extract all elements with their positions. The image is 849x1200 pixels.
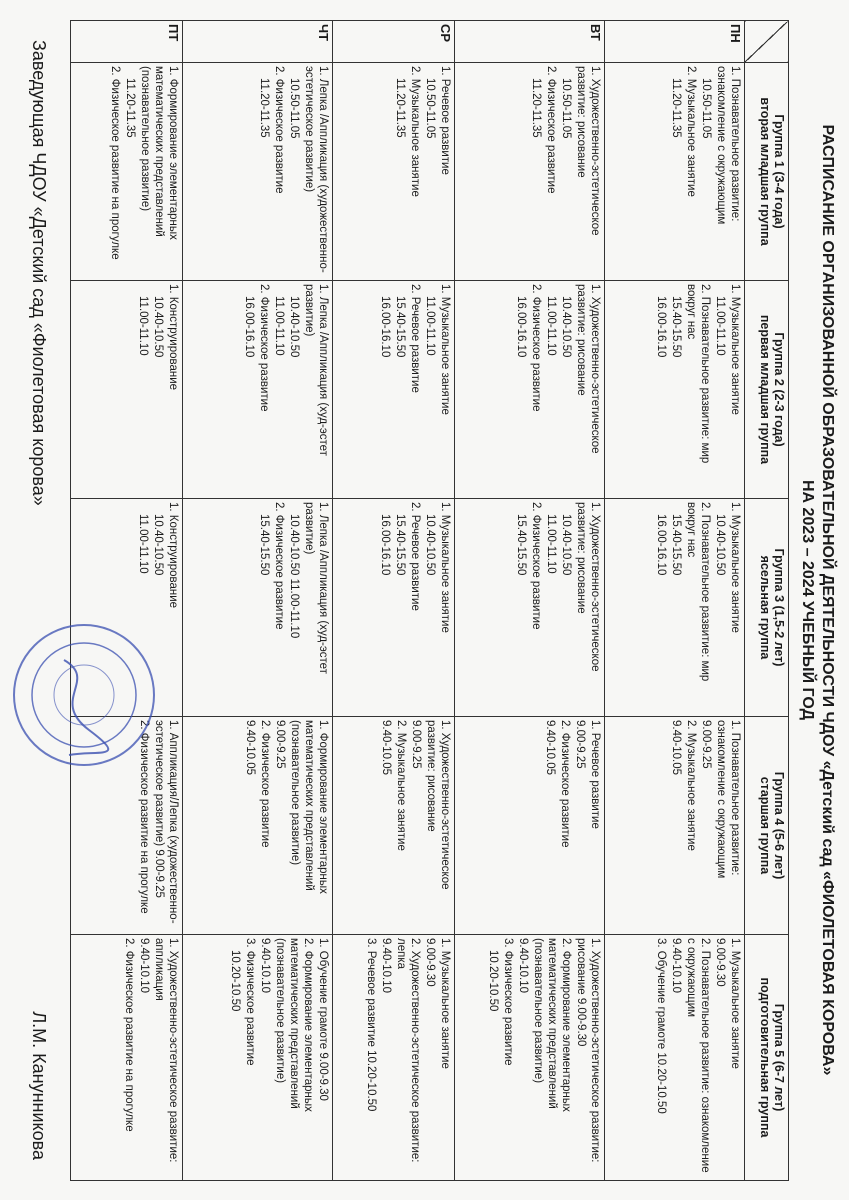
signatory-position: Заведующая ЧДОУ «Детский сад «Фиолетовая корова» — [29, 40, 49, 506]
activity-time: 11.20-11.35 — [670, 78, 682, 138]
activity-time: 10.40-10.50 — [560, 514, 572, 576]
activity-name: 2. Музыкальное занятие — [409, 66, 421, 197]
group-1-header: Группа 1 (3-4 года) вторая младшая группа — [745, 63, 789, 281]
activity-name: 2. Физическое развитие — [559, 720, 571, 848]
activity-time: 11.20-11.35 — [530, 78, 542, 138]
activity-name: 3. Физическое развитие — [502, 938, 514, 1066]
activity-name: 2. Физическое развитие на прогулке — [138, 720, 150, 914]
activity-time: 10.40-10.50 — [152, 296, 164, 358]
activity-time: 11.00-11.10 — [137, 296, 149, 356]
activity-time: 10.40-10.50 — [424, 514, 436, 576]
activity-time: 11.00-11.10 — [545, 514, 557, 574]
activity-name: 1. Лепка /Аппликация (худ-эстет развитие) — [303, 284, 329, 456]
activity-name: 1. Познавательное развитие: ознакомление с окружающим — [715, 66, 741, 225]
day-row — [605, 21, 745, 1181]
activity-time: 10.50-11.05 — [560, 78, 572, 139]
activity-time: 15.40-15.50 — [670, 514, 682, 576]
schedule-cell — [333, 63, 455, 281]
activity-name: 1. Художественно-эстетическое развитие: рисование — [575, 66, 601, 236]
group-5-header: Группа 5 (6-7 лет) подготовительная группа — [745, 935, 789, 1181]
activity-time: 16.00-16.10 — [655, 296, 667, 358]
group-3-header: Группа 3 (1,5-2 лет) ясельная группа — [745, 499, 789, 717]
activity-name: 2. Физическое развитие — [259, 720, 271, 848]
activity-time: 16.00-16.10 — [379, 514, 391, 576]
schedule-cell — [455, 63, 605, 281]
activity-time: 11.00-11.10 — [137, 514, 149, 574]
activity-name: 9.40-10.10 — [517, 938, 529, 993]
schedule-cell — [333, 717, 455, 935]
day-row — [71, 21, 183, 1181]
schedule-cell — [455, 499, 605, 717]
activity-time: 16.00-16.10 — [515, 296, 527, 358]
activity-time: 11.00-11.10 — [273, 296, 285, 356]
signatory-name: Л.М. Канунникова — [29, 1011, 49, 1160]
activity-name: 1. Формирование элементарных математических представлений (познавательное развитие) — [289, 720, 329, 894]
activity-name: 3. Обучение грамоте 10.20-10.50 — [655, 938, 667, 1114]
activity-name: 9.40-10.10 — [380, 938, 392, 993]
schedule-cell — [183, 935, 333, 1181]
schedule-cell — [605, 499, 745, 717]
activity-time: 10.40-10.50 — [288, 296, 300, 358]
activity-time: 15.40-15.50 — [515, 514, 527, 576]
activity-name: 1. Речевое развитие — [439, 66, 451, 175]
activity-name: 2. Физическое развитие — [273, 66, 285, 194]
activity-time: 10.50-11.05 — [700, 78, 712, 139]
activity-name: 1. Музыкальное занятие — [729, 502, 741, 633]
activity-time: 11.20-11.35 — [394, 78, 406, 138]
activity-time: 10.40-10.50 — [714, 514, 726, 576]
activity-name: 3. Физическое развитие — [244, 938, 256, 1066]
activity-name: 2. Речевое развитие — [409, 502, 421, 611]
activity-name: 9.40-10.10 — [670, 938, 682, 993]
activity-time: 10.50-11.05 — [288, 78, 300, 139]
activity-time: 15.40-15.50 — [258, 514, 270, 576]
activity-name: 2. Музыкальное занятие — [685, 66, 697, 197]
activity-name: 1. Речевое развитие — [589, 720, 601, 829]
schedule-cell — [183, 499, 333, 717]
activity-name: 1. Лепка /Аппликация (художественно-эстетическое развитие) — [303, 66, 329, 273]
activity-name: 1. Художественно-эстетическое развитие: рисование — [575, 502, 601, 672]
activity-name: 9.40-10.05 — [670, 720, 682, 775]
activity-name: 2. Физическое развитие на прогулке — [109, 66, 121, 260]
day-label: ПН — [605, 21, 745, 63]
title-line-2: НА 2023 – 2024 УЧЕБНЫЙ ГОД — [799, 480, 816, 720]
group-2-header: Группа 2 (2-3 года) первая младшая группа — [745, 281, 789, 499]
activity-name: 2. Художественно-эстетическое развитие: лепка — [395, 938, 421, 1163]
activity-name: 2. Физическое развитие — [273, 502, 285, 630]
activity-name: 2. Физическое развитие — [545, 66, 557, 194]
schedule-cell — [605, 281, 745, 499]
group-4-header: Группа 4 (5-6 лет) старшая группа — [745, 717, 789, 935]
activity-name: 9.00-9.25 — [410, 720, 422, 769]
corner-cell — [745, 21, 789, 63]
activity-name: 3. Речевое развитие 10.20-10.50 — [365, 938, 377, 1112]
activity-time: 10.40-10.50 — [560, 296, 572, 358]
activity-name: 9.40-10.05 — [380, 720, 392, 775]
activity-time: 10.50-11.05 — [424, 78, 436, 139]
activity-name: 1. Лепка /Аппликация (худ-эстет развитие) — [303, 502, 329, 674]
activity-name: 1. Конструирование — [167, 284, 179, 391]
activity-name: 1. Художественно-эстетическое развитие: рисование — [575, 284, 601, 454]
activity-time: 15.40-15.50 — [670, 296, 682, 358]
activity-time: 11.00-11.10 — [424, 296, 436, 356]
activity-name: 2. Физическое развитие — [530, 284, 542, 412]
activity-time: 11.20-11.35 — [124, 78, 136, 138]
activity-name: 1. Художественно-эстетическое развитие: рисование 9.00-9.30 — [575, 938, 601, 1163]
schedule-table — [70, 20, 789, 1181]
activity-name: 1. Формирование элементарных математических представлений (познавательное развитие) — [139, 66, 179, 240]
activity-time: 11.00-11.10 — [714, 296, 726, 356]
activity-name: 2. Физическое развитие — [530, 502, 542, 630]
activity-name: 1. Обучение грамоте 9.00-9.30 — [317, 938, 329, 1101]
activity-name: 1. Художественно-эстетическое развитие: аппликация — [153, 938, 179, 1163]
activity-time: 11.00-11.10 — [545, 296, 557, 356]
schedule-cell — [333, 935, 455, 1181]
activity-name: 9.00-9.30 — [424, 938, 436, 987]
day-row — [333, 21, 455, 1181]
activity-name: 2. Музыкальное занятие — [685, 720, 697, 851]
activity-time: 16.00-16.10 — [379, 296, 391, 358]
activity-name: 1. Художественно-эстетическое развитие: рисование — [425, 720, 451, 890]
day-row — [455, 21, 605, 1181]
activity-time: 16.00-16.10 — [243, 296, 255, 358]
activity-name: 1. Познавательное развитие: ознакомление с окружающим — [715, 720, 741, 879]
activity-name: 1. Аппликация/Лепка (художественно-эстетическое развитие) 9.00-9.25 — [153, 720, 179, 924]
activity-name: 2. Формирование элементарных математических представлений (познавательное развитие) — [532, 938, 572, 1112]
schedule-cell — [605, 63, 745, 281]
activity-time: 16.00-16.10 — [655, 514, 667, 576]
schedule-cell — [333, 281, 455, 499]
activity-name: 1. Музыкальное занятие — [729, 938, 741, 1069]
schedule-cell — [605, 717, 745, 935]
schedule-cell — [183, 717, 333, 935]
activity-time: 15.40-15.50 — [394, 514, 406, 576]
schedule-title — [797, 40, 837, 1160]
activity-name: 2. Физическое развитие — [258, 284, 270, 412]
day-label: СР — [333, 21, 455, 63]
activity-name: 9.00-9.25 — [700, 720, 712, 769]
activity-name: 1. Конструирование — [167, 502, 179, 609]
schedule-cell — [71, 281, 183, 499]
activity-time: 15.40-15.50 — [394, 296, 406, 358]
stamp-seal — [9, 620, 159, 770]
activity-name: 2. Речевое развитие — [409, 284, 421, 393]
activity-name: 2. Формирование элементарных математических представлений (познавательное развитие) — [274, 938, 314, 1112]
day-row — [183, 21, 333, 1181]
activity-name: 9.00-9.25 — [274, 720, 286, 769]
schedule-cell — [333, 499, 455, 717]
schedule-cell — [455, 717, 605, 935]
schedule-cell — [183, 63, 333, 281]
day-label: ЧТ — [183, 21, 333, 63]
header-row — [745, 21, 789, 1181]
schedule-cell — [71, 63, 183, 281]
activity-name: 1. Музыкальное занятие — [439, 938, 451, 1069]
schedule-cell — [455, 935, 605, 1181]
activity-name: 2. Физическое развитие на прогулке — [123, 938, 135, 1132]
schedule-cell — [605, 935, 745, 1181]
activity-name: 1. Музыкальное занятие — [439, 502, 451, 633]
activity-time: 10.40-10.50 11.00-11.10 — [288, 514, 300, 639]
schedule-cell — [183, 281, 333, 499]
activity-name: 1. Музыкальное занятие — [729, 284, 741, 415]
activity-name: 9.00-9.25 — [574, 720, 586, 769]
title-line-1: РАСПИСАНИЕ ОРГАНИЗОВАННОЙ ОБРАЗОВАТЕЛЬНОЙ ДЕЯТЕЛЬНОСТИ ЧДОУ «Детский сад «ФИОЛЕТОВАЯ КОРОВА» — [819, 124, 836, 1076]
day-label: ВТ — [455, 21, 605, 63]
activity-name: 9.40-10.10 — [259, 938, 271, 993]
activity-time: 10.40-10.50 — [152, 514, 164, 576]
activity-time: 11.20-11.35 — [258, 78, 270, 138]
activity-name: 9.40-10.05 — [244, 720, 256, 775]
activity-name: 2. Познавательное развитие: мир вокруг нас — [685, 284, 711, 464]
day-label: ПТ — [71, 21, 183, 63]
schedule-cell — [455, 281, 605, 499]
activity-name: 9.00-9.30 — [714, 938, 726, 987]
activity-name: 2. Музыкальное занятие — [395, 720, 407, 851]
activity-time: 10.20-10.50 — [487, 950, 499, 1012]
schedule-cell — [71, 935, 183, 1181]
activity-name: 2. Познавательное развитие: мир вокруг нас — [685, 502, 711, 682]
activity-name: 1. Музыкальное занятие — [439, 284, 451, 415]
activity-name: 9.40-10.05 — [544, 720, 556, 775]
activity-time: 10.20-10.50 — [229, 950, 241, 1012]
activity-name: 9.40-10.10 — [138, 938, 150, 993]
activity-name: 2. Познавательное развитие: ознакомление с окружающим — [685, 938, 711, 1173]
